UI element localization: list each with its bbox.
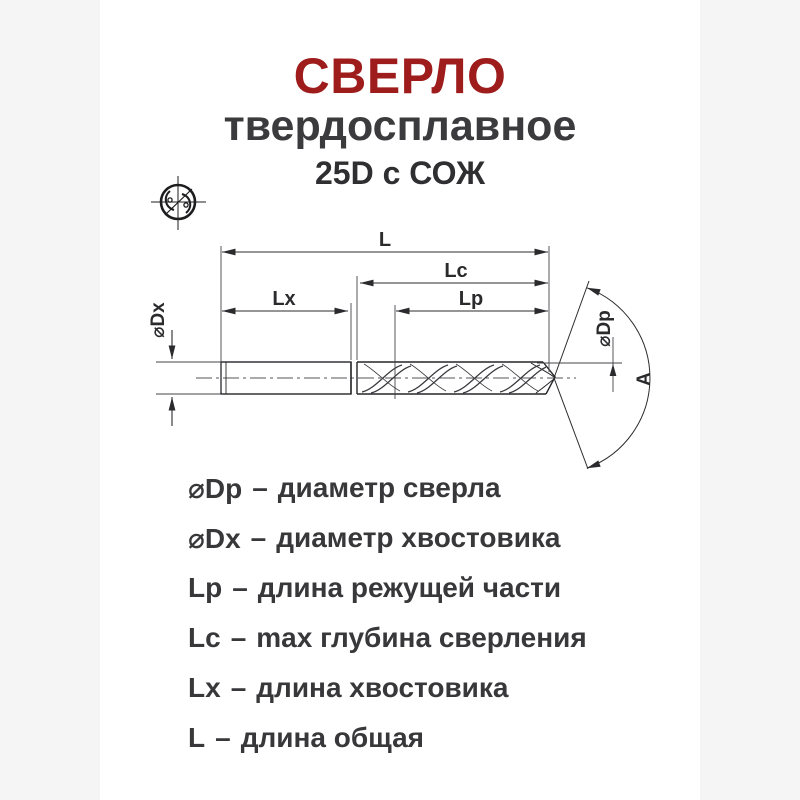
legend-item-lc <box>188 613 658 663</box>
legend-item-lx <box>188 663 658 713</box>
label-total-length: L <box>378 229 392 251</box>
legend-description: диаметр сверла <box>277 472 501 503</box>
drill-flutes <box>362 364 549 393</box>
legend-description: max глубина сверления <box>256 622 587 653</box>
product-subtitle: твердосплавное <box>223 102 577 150</box>
label-point-angle: A <box>634 372 655 386</box>
legend-separator: – <box>230 672 247 703</box>
label-drill-diameter: ⌀Dp <box>594 310 615 347</box>
legend-symbol: ⌀Dp <box>188 472 243 504</box>
legend-symbol: Lp <box>188 572 223 603</box>
legend-description: длина хвостовика <box>256 672 509 703</box>
legend-description: длина режущей части <box>257 572 562 603</box>
dimension-lines <box>172 252 616 426</box>
legend-separator: – <box>250 522 267 553</box>
dimension-legend <box>188 463 658 763</box>
label-shank-length: Lx <box>272 288 296 310</box>
legend-item-dx <box>188 513 658 563</box>
drill-end-view-icon <box>151 176 206 230</box>
legend-symbol: L <box>188 722 206 753</box>
legend-symbol: Lx <box>188 672 221 703</box>
legend-symbol: ⌀Dx <box>188 522 241 554</box>
legend-separator: – <box>252 472 268 503</box>
product-title: СВЕРЛО <box>293 48 507 104</box>
label-flute-length: Lp <box>458 288 484 310</box>
legend-item-dp <box>188 463 658 513</box>
legend-description: диаметр хвостовика <box>276 522 561 553</box>
legend-separator: – <box>215 722 231 753</box>
legend-item-l <box>188 713 658 763</box>
legend-separator: – <box>232 572 248 603</box>
label-shank-diameter: ⌀Dx <box>148 302 169 338</box>
legend-separator: – <box>230 622 247 653</box>
legend-symbol: Lc <box>188 622 221 653</box>
product-spec-line: 25D с СОЖ <box>315 155 485 191</box>
legend-item-lp <box>188 563 658 613</box>
legend-description: длина общая <box>240 722 424 753</box>
label-max-drilling-depth: Lc <box>444 260 468 282</box>
